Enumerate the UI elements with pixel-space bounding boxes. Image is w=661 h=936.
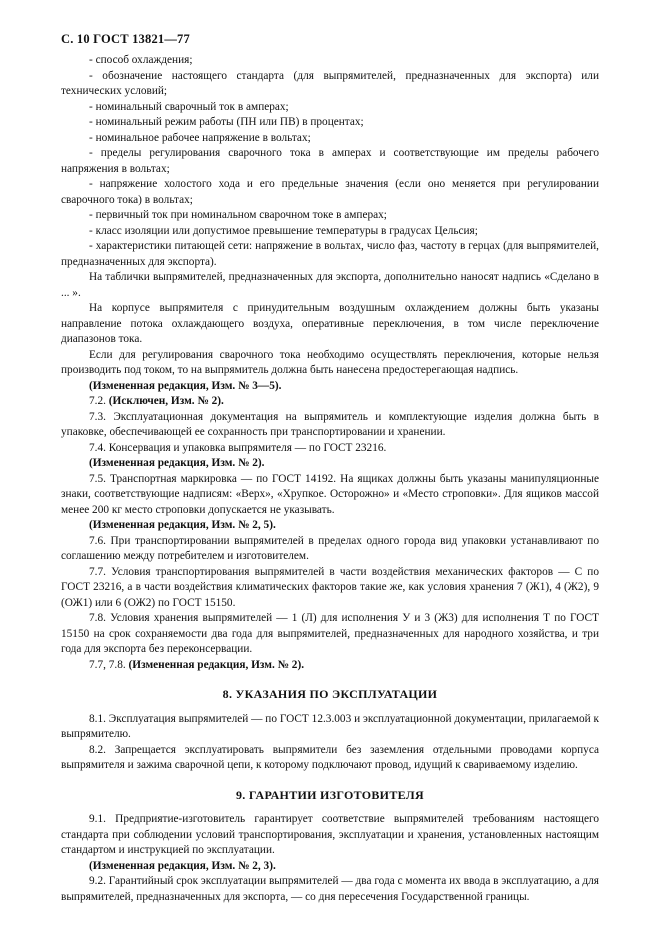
list-item: - характеристики питающей сети: напряжение в вольтах, число фаз, частоту в герцах (для выпрямителей, предназначенных для экспорта). xyxy=(61,240,599,268)
list-item: - обозначение настоящего стандарта (для выпрямителей, предназначенных для экспорта) или технических условий; xyxy=(61,69,599,97)
list-item: - номинальный режим работы (ПН или ПВ) в процентах; xyxy=(89,116,364,128)
clause-number: 7.7, 7.8. xyxy=(89,658,126,671)
document-body xyxy=(61,53,599,905)
paragraph-7-8: 7.8. Условия хранения выпрямителей — 1 (Л) для исполнения У и 3 (Ж3) для исполнения Т по ГОСТ 15150 на срок сохраняемости два года для выпрямителей, предназначенных для народного хозяйства, и три года для экспорта без переконсервации. xyxy=(61,612,599,655)
paragraph-9-1: 9.1. Предприятие-изготовитель гарантирует соответствие выпрямителей требованиям настоящего стандарта при соблюдении условий транспортирования, эксплуатации и хранения, установленных настоящим стандартом и инструкцией по эксплуатации. xyxy=(61,813,599,856)
paragraph-7-4: 7.4. Консервация и упаковка выпрямителя — по ГОСТ 23216. xyxy=(89,441,387,454)
paragraph-7-7-7-8 xyxy=(61,658,599,674)
paragraph-9-2: 9.2. Гарантийный срок эксплуатации выпрямителей — два года с момента их ввода в эксплуатацию, а для выпрямителей, предназначенных для экспорта, — со дня пересечения Государственной границы. xyxy=(61,875,599,903)
section-9-title: 9. ГАРАНТИИ ИЗГОТОВИТЕЛЯ xyxy=(236,787,424,802)
paragraph-warning: Если для регулирования сварочного тока необходимо осуществлять переключения, которые нельзя производить под током, то на выпрямитель должна быть нанесена предостерегающая надпись. xyxy=(61,348,599,376)
paragraph-export-label: На таблички выпрямителей, предназначенных для экспорта, дополнительно наносят надпись «Сделано в ... ». xyxy=(61,271,599,299)
list-item: - напряжение холостого хода и его предельные значения (если оно меняется при регулировании сварочного тока) в вольтах; xyxy=(61,178,599,206)
edition-note: (Измененная редакция, Изм. № 2, 5). xyxy=(89,519,276,531)
paragraph-airflow: На корпусе выпрямителя с принудительным воздушным охлаждением должны быть указаны направление потока охлаждающего воздуха, оперативные переключения, в том числе переключение диапазонов тока. xyxy=(61,302,599,345)
paragraph-7-6: 7.6. При транспортировании выпрямителей в пределах одного города вид упаковки устанавливают по соглашению между потребителем и изготовителем. xyxy=(61,534,599,562)
clause-note: (Измененная редакция, Изм. № 2). xyxy=(128,658,305,671)
page-header: С. 10 ГОСТ 13821—77 xyxy=(61,32,190,46)
clause-number: 7.2. xyxy=(89,395,106,407)
list-item: - первичный ток при номинальном сварочном токе в амперах; xyxy=(89,209,387,221)
list-item: - класс изоляции или допустимое превышение температуры в градусах Цельсия; xyxy=(89,224,478,237)
paragraph-8-2: 8.2. Запрещается эксплуатировать выпрямители без заземления отдельными проводами корпуса выпрямителя и зажима сварочной цепи, к которому подключают провод, идущий к свариваемому изделию. xyxy=(61,743,599,771)
edition-note: (Измененная редакция, Изм. № 3—5). xyxy=(89,379,282,392)
paragraph-8-1: 8.1. Эксплуатация выпрямителей — по ГОСТ 12.3.003 и эксплуатационной документации, прилагаемой к выпрямителю. xyxy=(61,712,599,740)
list-item: - пределы регулирования сварочного тока в амперах и соответствующие им пределы рабочего напряжения в вольтах; xyxy=(61,147,599,175)
paragraph-7-7: 7.7. Условия транспортирования выпрямителей в части воздействия механических факторов — С по ГОСТ 23216, а в части воздействия климатических факторов такие же, как условия хранения 7 (Ж1), 4 (Ж2), 9 (ОЖ1) или 6 (ОЖ2) по ГОСТ 15150. xyxy=(61,565,599,609)
list-item: - номинальный сварочный ток в амперах; xyxy=(89,100,289,113)
edition-note: (Измененная редакция, Изм. № 2, 3). xyxy=(89,859,276,872)
list-item: - номинальное рабочее напряжение в вольтах; xyxy=(89,131,311,144)
section-8-title: 8. УКАЗАНИЯ ПО ЭКСПЛУАТАЦИИ xyxy=(222,687,438,701)
paragraph-7-5: 7.5. Транспортная маркировка — по ГОСТ 14192. На ящиках должны быть указаны манипуляционные знаки, соответствующие надписям: «Верх», «Хрупкое. Осторожно» и «Место строповки». Для ящиков массой менее 200 кг место строповки допускается не указывать. xyxy=(61,472,599,516)
paragraph-7-3: 7.3. Эксплуатационная документация на выпрямитель и комплектующие изделия должна быть в упаковке, обеспечивающей ее сохранность при транспортировании и хранении. xyxy=(61,410,599,438)
clause-note: (Исключен, Изм. № 2). xyxy=(108,395,224,407)
paragraph-7-2 xyxy=(61,394,599,410)
list-item: - способ охлаждения; xyxy=(89,54,193,66)
edition-note: (Измененная редакция, Изм. № 2). xyxy=(89,457,265,469)
